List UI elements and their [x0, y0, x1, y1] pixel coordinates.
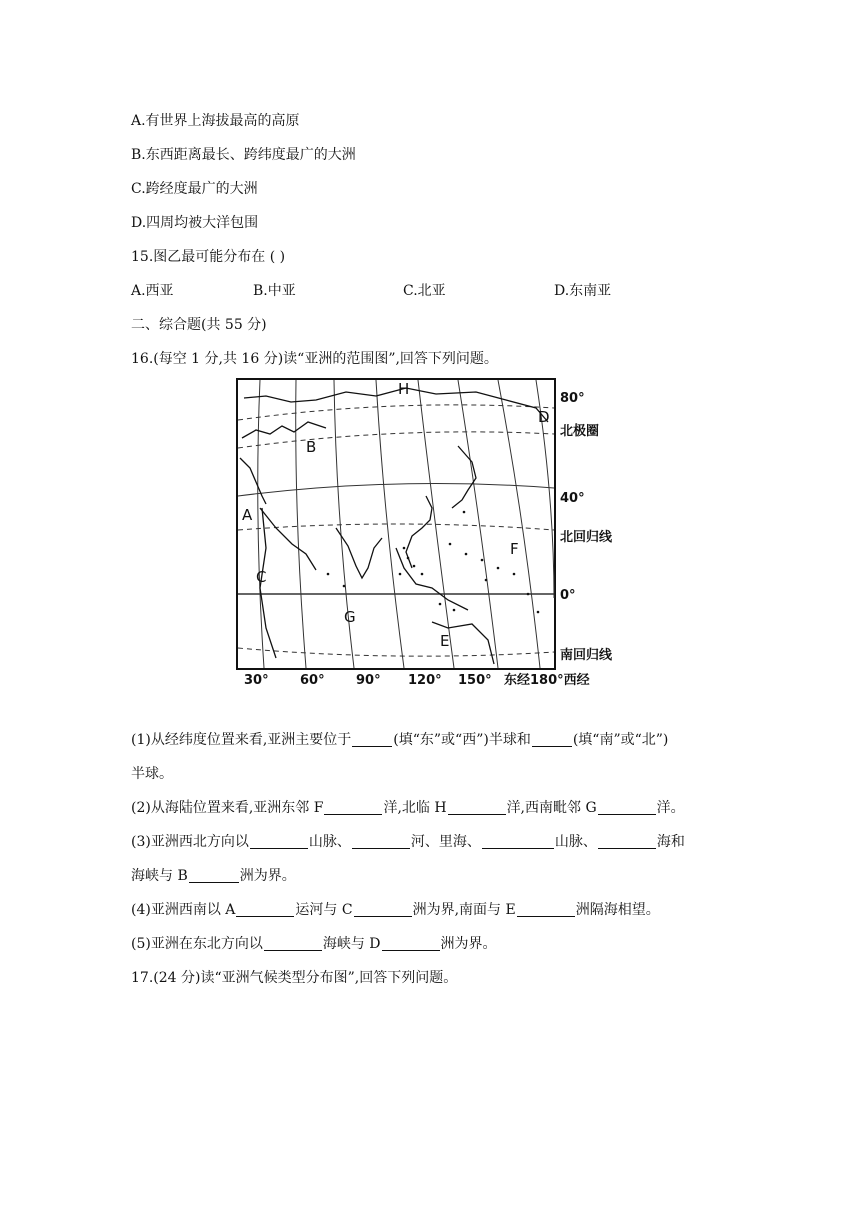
q15-option-b: B.中亚: [253, 283, 296, 299]
q14-option-c: C.跨经度最广的大洲: [131, 181, 258, 197]
label-h: H: [398, 380, 410, 398]
lat-label-arctic-circle: 北极圈: [560, 424, 600, 439]
q14-option-b: B.东西距离最长、跨纬度最广的大洲: [131, 147, 356, 163]
answer-blank[interactable]: [264, 936, 322, 951]
label-a: A: [242, 506, 253, 524]
lon-label-120: 120°: [408, 673, 442, 688]
answer-blank[interactable]: [352, 732, 392, 747]
q16-sub3-line1: (3)亚洲西北方向以 山脉、 河、里海、 山脉、 海和: [131, 834, 685, 850]
coastlines: [240, 388, 548, 664]
answer-blank[interactable]: [236, 902, 294, 917]
q16-sub1-line2: 半球。: [131, 766, 173, 782]
q17-stem: 17.(24 分)读“亚洲气候类型分布图”,回答下列问题。: [131, 970, 458, 986]
lat-label-tropic-of-capricorn: 南回归线: [560, 648, 613, 663]
q14-option-a: A.有世界上海拔最高的高原: [131, 113, 300, 129]
lon-label-60: 60°: [300, 673, 325, 688]
q16-sub1-line1: (1)从经纬度位置来看,亚洲主要位于 (填“东”或“西”)半球和 (填“南”或“北”): [131, 732, 669, 748]
label-c: C: [256, 568, 267, 586]
lon-label-180: 东经180°西经: [504, 673, 590, 688]
label-d: D: [538, 408, 550, 426]
answer-blank[interactable]: [517, 902, 575, 917]
lon-label-30: 30°: [244, 673, 269, 688]
lat-label-tropic-of-cancer: 北回归线: [560, 530, 613, 545]
answer-blank[interactable]: [448, 800, 506, 815]
q16-sub4: (4)亚洲西南以 A 运河与 C 洲为界,南面与 E 洲隔海相望。: [131, 902, 660, 918]
asia-range-map: [236, 378, 626, 690]
q16-sub2: (2)从海陆位置来看,亚洲东邻 F 洋,北临 H 洋,西南毗邻 G 洋。: [131, 800, 685, 816]
answer-blank[interactable]: [354, 902, 412, 917]
meridians: [258, 380, 554, 668]
parallels: [238, 405, 554, 656]
section2-title: 二、综合题(共 55 分): [131, 317, 267, 333]
lat-label-80: 80°: [560, 391, 585, 406]
answer-blank[interactable]: [382, 936, 440, 951]
label-f: F: [510, 540, 519, 558]
islands: [327, 511, 540, 614]
label-e: E: [440, 632, 450, 650]
answer-blank[interactable]: [598, 800, 656, 815]
answer-blank[interactable]: [532, 732, 572, 747]
lat-label-40: 40°: [560, 491, 585, 506]
answer-blank[interactable]: [598, 834, 656, 849]
label-g: G: [344, 608, 356, 626]
q16-sub3-line2: 海峡与 B 洲为界。: [131, 868, 296, 884]
answer-blank[interactable]: [189, 868, 239, 883]
q15-option-c: C.北亚: [403, 283, 446, 299]
answer-blank[interactable]: [324, 800, 382, 815]
answer-blank[interactable]: [352, 834, 410, 849]
lat-label-0: 0°: [560, 588, 576, 603]
map-frame: [237, 379, 555, 669]
label-b: B: [306, 438, 317, 456]
q16-sub5: (5)亚洲在东北方向以 海峡与 D 洲为界。: [131, 936, 497, 952]
answer-blank[interactable]: [250, 834, 308, 849]
answer-blank[interactable]: [482, 834, 554, 849]
q14-option-d: D.四周均被大洋包围: [131, 215, 259, 231]
q16-stem: 16.(每空 1 分,共 16 分)读“亚洲的范围图”,回答下列问题。: [131, 351, 498, 367]
q15-option-a: A.西亚: [131, 283, 174, 299]
q15-stem: 15.图乙最可能分布在 ( ): [131, 249, 286, 265]
q15-option-d: D.东南亚: [554, 283, 612, 299]
lon-label-150: 150°: [458, 673, 492, 688]
lon-label-90: 90°: [356, 673, 381, 688]
